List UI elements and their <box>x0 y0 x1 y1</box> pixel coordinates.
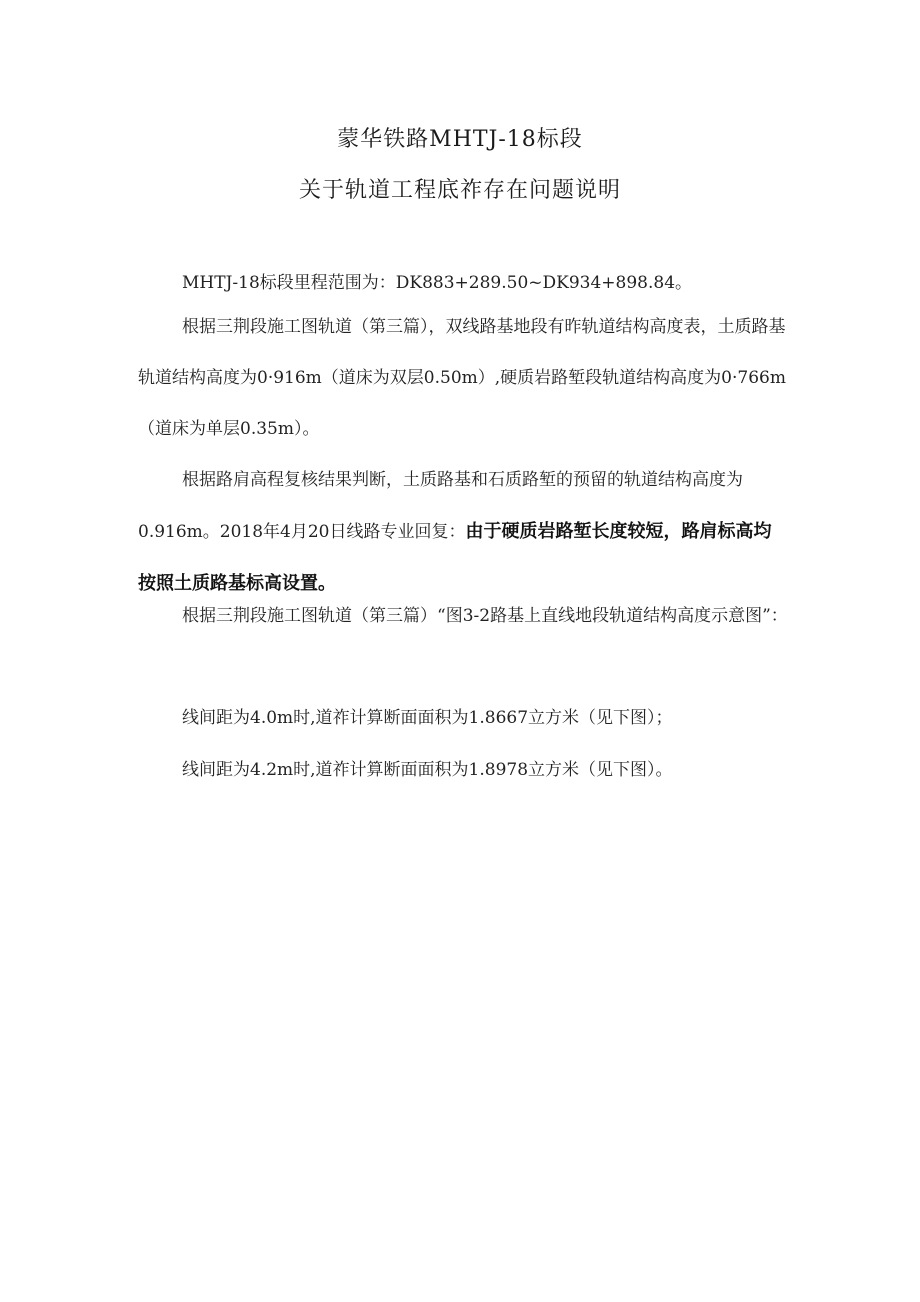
document-title-line2: 关于轨道工程底祚存在问题说明 <box>298 178 621 203</box>
paragraph-elevation-review-highlight: 由于硬质岩路堑长度较短，路肩标高均按照土质路基标高设置。 <box>138 521 772 594</box>
document-title-line1: 蒙华铁路MHTJ-18标段 <box>337 127 583 152</box>
paragraph-track-structure-height: 根据三荆段施工图轨道（第三篇），双线路基地段有昨轨道结构高度表，土质路基轨道结构高度为0·916m（道床为双层0.50m）,硬质岩路堑段轨道结构高度为0·766m（道床为单层0.35m）。 <box>138 317 786 439</box>
paragraph-ballast-area-4-0m: 线间距为4.0m时,道祚计算断面面积为1.8667立方米（见下图）； <box>182 708 673 728</box>
paragraph-elevation-review <box>138 455 788 610</box>
paragraph-elevation-review-text: 根据路肩高程复核结果判断，土质路基和石质路堑的预留的轨道结构高度为0.916m。2018年4月20日线路专业回复： <box>138 470 743 542</box>
paragraph-ballast-area-4-2m: 线间距为4.2m时,道祚计算断面面积为1.8978立方米（见下图）。 <box>182 760 673 780</box>
paragraph-figure-reference: 根据三荆段施工图轨道（第三篇）“图3-2路基上直线地段轨道结构高度示意图”： <box>182 606 788 626</box>
paragraph-mileage-range: MHTJ-18标段里程范围为：DK883+289.50~DK934+898.84。 <box>182 273 693 293</box>
